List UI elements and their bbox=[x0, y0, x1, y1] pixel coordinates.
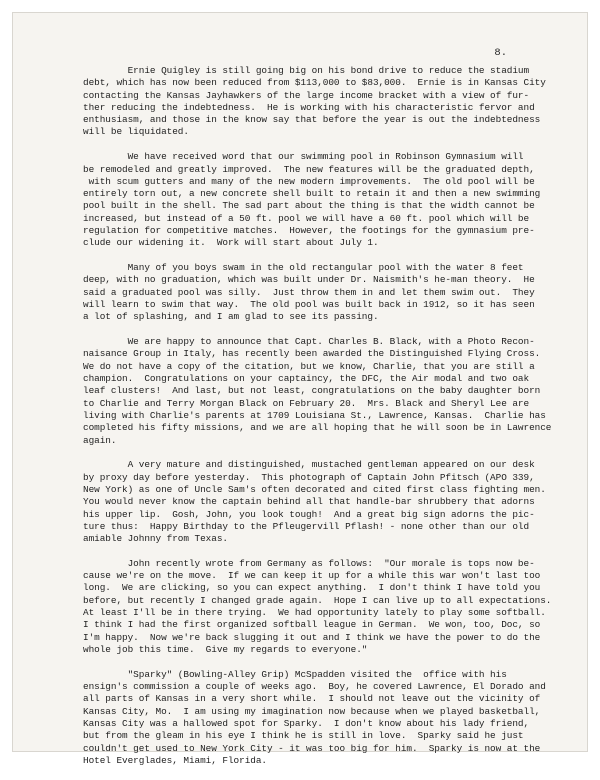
text-line: whole job this time. Give my regards to everyone." bbox=[83, 643, 368, 655]
text-line: Hotel Everglades, Miami, Florida. bbox=[83, 754, 268, 766]
paragraph-old-pool bbox=[83, 262, 573, 323]
text-line: cause we're on the move. If we can keep it up for a while this war won't last too bbox=[83, 570, 541, 582]
text-line: his upper lip. Gosh, John, you look tough! And a great big sign adorns the pic- bbox=[83, 508, 535, 520]
text-line: You would never know the captain behind all that handle-bar shrubbery that adorns bbox=[83, 496, 535, 508]
text-line: entirely torn out, a new concrete shell built to retain it and then a new swimming bbox=[83, 188, 541, 200]
text-line: clude our widening it. Work will start about July 1. bbox=[83, 237, 379, 249]
text-line: a lot of splashing, and I am glad to see its passing. bbox=[83, 311, 379, 323]
text-line: leaf clusters! And last, but not least, congratulations on the baby daughter born bbox=[83, 385, 541, 397]
text-line: We do not have a copy of the citation, but we know, Charlie, that you are still a bbox=[83, 360, 535, 372]
text-line: couldn't get used to New York City - it was too big for him. Sparky is now at the bbox=[83, 742, 541, 754]
text-line: amiable Johnny from Texas. bbox=[83, 533, 228, 545]
text-line: We have received word that our swimming pool in Robinson Gymnasium will bbox=[83, 151, 524, 163]
text-line: living with Charlie's parents at 1709 Louisiana St., Lawrence, Kansas. Charlie has bbox=[83, 409, 546, 421]
text-line: A very mature and distinguished, mustached gentleman appeared on our desk bbox=[83, 459, 535, 471]
paragraph-stadium-debt bbox=[83, 65, 573, 139]
text-line: Kansas City was a hallowed spot for Sparky. I don't know about his lady friend, bbox=[83, 717, 530, 729]
text-line: increased, but instead of a 50 ft. pool we will have a 60 ft. pool which will be bbox=[83, 212, 530, 224]
letter-body bbox=[83, 65, 573, 780]
paragraph-john-pfitsch-photo bbox=[83, 459, 573, 545]
paragraph-capt-black bbox=[83, 336, 573, 447]
text-line: again. bbox=[83, 434, 117, 446]
text-line: said a graduated pool was silly. Just throw them in and let them swim out. They bbox=[83, 286, 535, 298]
text-line: but from the gleam in his eye I think he is still in love. Sparky said he just bbox=[83, 730, 524, 742]
text-line: ture thus: Happy Birthday to the Pfleugervill Pflash! - none other than our old bbox=[83, 520, 530, 532]
text-line: We are happy to announce that Capt. Charles B. Black, with a Photo Recon- bbox=[83, 336, 535, 348]
text-line: ther reducing the indebtedness. He is working with his characteristic fervor and bbox=[83, 101, 535, 113]
text-line: all parts of Kansas in a very short while. I should not leave out the vicinity of bbox=[83, 693, 541, 705]
text-line: "Sparky" (Bowling-Alley Grip) McSpadden visited the office with his bbox=[83, 668, 507, 680]
paragraph-swimming-pool bbox=[83, 151, 573, 249]
text-line: deep, with no graduation, which was built under Dr. Naismith's he-man theory. He bbox=[83, 274, 535, 286]
text-line: I think I had the first organized softball league in German. We won, too, Doc, so bbox=[83, 619, 541, 631]
text-line: naisance Group in Italy, has recently been awarded the Distinguished Flying Cross. bbox=[83, 348, 541, 360]
text-line: by proxy day before yesterday. This photograph of Captain John Pfitsch (APO 339, bbox=[83, 471, 535, 483]
text-line: will be liquidated. bbox=[83, 126, 189, 138]
text-line: champion. Congratulations on your captaincy, the DFC, the Air modal and two oak bbox=[83, 373, 530, 385]
text-line: I'm happy. Now we're back slugging it out and I think we have the power to do the bbox=[83, 631, 541, 643]
text-line: with scum gutters and many of the new modern improvements. The old pool will be bbox=[83, 175, 535, 187]
page-number: 8. bbox=[494, 47, 507, 59]
text-line: debt, which has now been reduced from $113,000 to $83,000. Ernie is in Kansas City bbox=[83, 77, 546, 89]
text-line: Kansas City, Mo. I am using my imagination now because when we played basketball, bbox=[83, 705, 541, 717]
text-line: Ernie Quigley is still going big on his bond drive to reduce the stadium bbox=[83, 65, 530, 76]
text-line: to Charlie and Terry Morgan Black on February 20. Mrs. Black and Sheryl Lee are bbox=[83, 397, 530, 409]
text-line: contacting the Kansas Jayhawkers of the large income bracket with a view of fur- bbox=[83, 89, 530, 101]
paragraph-john-letter bbox=[83, 558, 573, 656]
text-line: Many of you boys swam in the old rectangular pool with the water 8 feet bbox=[83, 262, 524, 274]
text-line: At least I'll be in there trying. We had opportunity lately to play some softball. bbox=[83, 607, 546, 619]
paragraph-sparky bbox=[83, 669, 573, 767]
text-line: will learn to swim that way. The old pool was built back in 1912, so it has seen bbox=[83, 299, 535, 311]
text-line: completed his fifty missions, and we are all hoping that he will soon be in Lawrence bbox=[83, 422, 552, 434]
text-line: regulation for competitive matches. However, the footings for the gymnasium pre- bbox=[83, 225, 535, 237]
text-line: ensign's commission a couple of weeks ago. Boy, he covered Lawrence, El Dorado and bbox=[83, 681, 546, 693]
text-line: be remodeled and greatly improved. The new features will be the graduated depth, bbox=[83, 163, 535, 175]
text-line: before, but recently I changed grade again. Hope I can live up to all expectations. bbox=[83, 594, 552, 606]
text-line: enthusiasm, and those in the know say that before the year is out the indebtedness bbox=[83, 114, 541, 126]
document-page bbox=[12, 12, 588, 766]
text-line: long. We are clicking, so you can expect anything. I don't think I have told you bbox=[83, 582, 541, 594]
text-line: pool built in the shell. The sad part about the thing is that the width cannot be bbox=[83, 200, 535, 212]
text-line: John recently wrote from Germany as follows: "Our morale is tops now be- bbox=[83, 557, 535, 569]
text-line: New York) as one of Uncle Sam's often decorated and cited first class fighting men. bbox=[83, 483, 546, 495]
